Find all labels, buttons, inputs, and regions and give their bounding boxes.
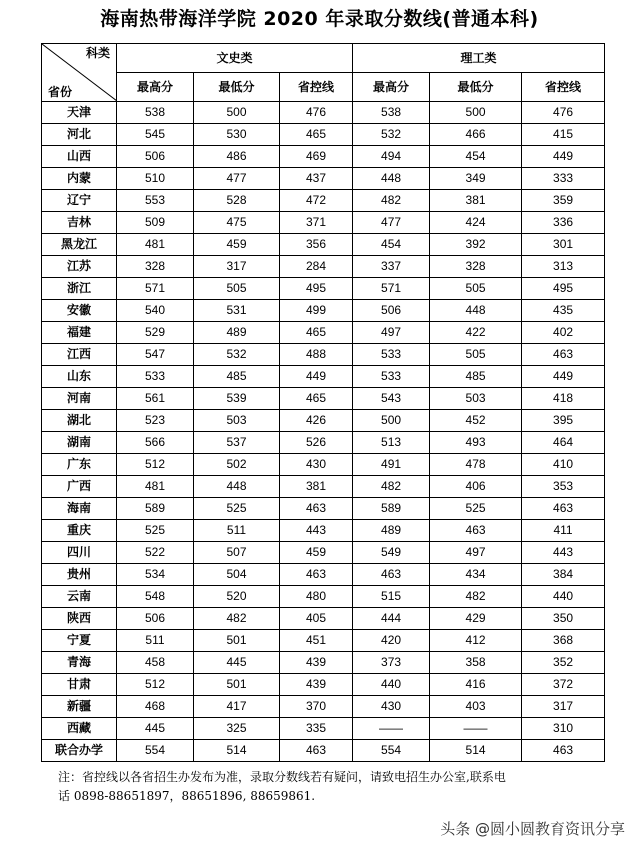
score-cell: 566 <box>117 432 194 454</box>
table-row <box>42 564 605 586</box>
province-cell: 广西 <box>42 476 117 498</box>
score-cell: 412 <box>430 630 522 652</box>
score-cell: 500 <box>194 102 280 124</box>
province-cell: 安徽 <box>42 300 117 322</box>
score-cell: 489 <box>353 520 430 542</box>
score-cell: 499 <box>280 300 353 322</box>
score-cell: 485 <box>194 366 280 388</box>
admission-score-table <box>41 43 605 762</box>
table-row <box>42 740 605 762</box>
footnote-line: 话 0898-88651897，88651896, 88659861. <box>58 789 316 803</box>
table-row <box>42 542 605 564</box>
score-cell: 505 <box>194 278 280 300</box>
table-row <box>42 300 605 322</box>
score-cell: 525 <box>194 498 280 520</box>
score-cell: 500 <box>353 410 430 432</box>
page-title: 海南热带海洋学院 2020 年录取分数线(普通本科) <box>100 8 539 30</box>
score-cell: 477 <box>353 212 430 234</box>
score-cell: 506 <box>353 300 430 322</box>
table-row <box>42 608 605 630</box>
score-cell: 549 <box>353 542 430 564</box>
table-row <box>42 278 605 300</box>
score-cell: 449 <box>522 146 605 168</box>
score-cell: 522 <box>117 542 194 564</box>
score-cell: 571 <box>353 278 430 300</box>
province-cell: 吉林 <box>42 212 117 234</box>
province-cell: 湖南 <box>42 432 117 454</box>
score-cell: 430 <box>353 696 430 718</box>
table-row <box>42 168 605 190</box>
score-cell: —— <box>353 718 430 740</box>
table-row <box>42 146 605 168</box>
score-cell: 406 <box>430 476 522 498</box>
score-cell: 381 <box>430 190 522 212</box>
score-cell: 486 <box>194 146 280 168</box>
score-cell: 515 <box>353 586 430 608</box>
score-cell: 548 <box>117 586 194 608</box>
table-row <box>42 476 605 498</box>
score-cell: 435 <box>522 300 605 322</box>
score-cell: 481 <box>117 234 194 256</box>
corner-label-category: 科类 <box>85 46 110 60</box>
table-row <box>42 652 605 674</box>
score-cell: 463 <box>353 564 430 586</box>
score-cell: 529 <box>117 322 194 344</box>
score-cell: 411 <box>522 520 605 542</box>
table-row <box>42 696 605 718</box>
score-cell: 495 <box>280 278 353 300</box>
province-cell: 内蒙 <box>42 168 117 190</box>
score-cell: 359 <box>522 190 605 212</box>
watermark-text: 头条 @圆小圆教育资讯分享 <box>440 820 625 838</box>
score-cell: 538 <box>117 102 194 124</box>
score-cell: 465 <box>280 124 353 146</box>
score-cell: 372 <box>522 674 605 696</box>
province-cell: 甘肃 <box>42 674 117 696</box>
score-cell: 422 <box>430 322 522 344</box>
score-cell: 505 <box>430 278 522 300</box>
score-cell: 532 <box>353 124 430 146</box>
province-cell: 广东 <box>42 454 117 476</box>
score-cell: 458 <box>117 652 194 674</box>
table-row <box>42 234 605 256</box>
score-cell: 531 <box>194 300 280 322</box>
column-header: 省控线 <box>522 73 605 102</box>
table-row <box>42 630 605 652</box>
score-cell: 356 <box>280 234 353 256</box>
table-row <box>42 190 605 212</box>
table-row <box>42 520 605 542</box>
score-cell: 488 <box>280 344 353 366</box>
score-cell: 509 <box>117 212 194 234</box>
score-cell: 533 <box>353 366 430 388</box>
score-cell: 325 <box>194 718 280 740</box>
score-cell: 537 <box>194 432 280 454</box>
score-cell: 463 <box>280 564 353 586</box>
score-cell: 504 <box>194 564 280 586</box>
score-cell: 353 <box>522 476 605 498</box>
score-cell: 452 <box>430 410 522 432</box>
score-cell: 381 <box>280 476 353 498</box>
score-cell: 505 <box>430 344 522 366</box>
province-cell: 辽宁 <box>42 190 117 212</box>
score-cell: 463 <box>522 344 605 366</box>
score-cell: 415 <box>522 124 605 146</box>
score-cell: 497 <box>430 542 522 564</box>
score-cell: 528 <box>194 190 280 212</box>
province-cell: 新疆 <box>42 696 117 718</box>
table-row <box>42 212 605 234</box>
score-cell: 337 <box>353 256 430 278</box>
province-cell: 四川 <box>42 542 117 564</box>
corner-label-province: 省份 <box>48 85 73 99</box>
score-cell: 491 <box>353 454 430 476</box>
column-header: 最低分 <box>194 73 280 102</box>
table-body <box>42 102 605 762</box>
score-cell: 511 <box>117 630 194 652</box>
score-cell: 538 <box>353 102 430 124</box>
score-cell: 317 <box>194 256 280 278</box>
score-cell: 410 <box>522 454 605 476</box>
province-cell: 天津 <box>42 102 117 124</box>
score-cell: 417 <box>194 696 280 718</box>
table-row <box>42 410 605 432</box>
score-cell: 511 <box>194 520 280 542</box>
score-cell: 416 <box>430 674 522 696</box>
score-cell: 506 <box>117 608 194 630</box>
score-cell: 463 <box>280 740 353 762</box>
province-cell: 江西 <box>42 344 117 366</box>
score-cell: 426 <box>280 410 353 432</box>
score-cell: 526 <box>280 432 353 454</box>
score-cell: 454 <box>353 234 430 256</box>
score-cell: 525 <box>117 520 194 542</box>
score-cell: 464 <box>522 432 605 454</box>
column-header: 省控线 <box>280 73 353 102</box>
score-cell: 472 <box>280 190 353 212</box>
footnote-line: 注：省控线以各省招生办发布为准，录取分数线若有疑问，请致电招生办公室,联系电 <box>58 770 506 784</box>
score-cell: 482 <box>353 190 430 212</box>
score-cell: 497 <box>353 322 430 344</box>
score-cell: 554 <box>353 740 430 762</box>
score-cell: 384 <box>522 564 605 586</box>
province-cell: 西藏 <box>42 718 117 740</box>
score-cell: 503 <box>430 388 522 410</box>
province-cell: 河南 <box>42 388 117 410</box>
province-cell: 青海 <box>42 652 117 674</box>
province-cell: 宁夏 <box>42 630 117 652</box>
score-cell: 482 <box>194 608 280 630</box>
score-cell: 545 <box>117 124 194 146</box>
score-cell: 373 <box>353 652 430 674</box>
score-cell: 533 <box>353 344 430 366</box>
score-cell: 523 <box>117 410 194 432</box>
score-cell: 333 <box>522 168 605 190</box>
score-cell: 403 <box>430 696 522 718</box>
score-cell: 530 <box>194 124 280 146</box>
province-cell: 江苏 <box>42 256 117 278</box>
score-cell: 501 <box>194 630 280 652</box>
table-row <box>42 586 605 608</box>
table-row <box>42 322 605 344</box>
score-cell: 445 <box>117 718 194 740</box>
table-row <box>42 366 605 388</box>
score-cell: 429 <box>430 608 522 630</box>
score-cell: 482 <box>430 586 522 608</box>
province-cell: 云南 <box>42 586 117 608</box>
score-cell: 284 <box>280 256 353 278</box>
province-cell: 浙江 <box>42 278 117 300</box>
score-cell: 534 <box>117 564 194 586</box>
group-header-ligong: 理工类 <box>353 44 605 73</box>
score-cell: 482 <box>353 476 430 498</box>
province-cell: 山西 <box>42 146 117 168</box>
score-cell: 532 <box>194 344 280 366</box>
score-cell: 502 <box>194 454 280 476</box>
score-cell: 507 <box>194 542 280 564</box>
score-cell: 420 <box>353 630 430 652</box>
score-cell: 371 <box>280 212 353 234</box>
province-cell: 山东 <box>42 366 117 388</box>
score-cell: 310 <box>522 718 605 740</box>
score-cell: 506 <box>117 146 194 168</box>
score-cell: 448 <box>194 476 280 498</box>
score-cell: 478 <box>430 454 522 476</box>
province-cell: 联合办学 <box>42 740 117 762</box>
province-cell: 陕西 <box>42 608 117 630</box>
table-row <box>42 256 605 278</box>
score-cell: 328 <box>117 256 194 278</box>
score-cell: 469 <box>280 146 353 168</box>
score-cell: 514 <box>194 740 280 762</box>
score-cell: 468 <box>117 696 194 718</box>
score-cell: 561 <box>117 388 194 410</box>
score-cell: 481 <box>117 476 194 498</box>
score-cell: 449 <box>522 366 605 388</box>
table-row <box>42 498 605 520</box>
score-cell: 514 <box>430 740 522 762</box>
score-cell: 430 <box>280 454 353 476</box>
score-cell: 465 <box>280 322 353 344</box>
score-cell: 424 <box>430 212 522 234</box>
score-cell: —— <box>430 718 522 740</box>
score-cell: 444 <box>353 608 430 630</box>
score-cell: 402 <box>522 322 605 344</box>
score-cell: 328 <box>430 256 522 278</box>
score-cell: 434 <box>430 564 522 586</box>
score-cell: 352 <box>522 652 605 674</box>
score-cell: 395 <box>522 410 605 432</box>
score-cell: 553 <box>117 190 194 212</box>
score-cell: 313 <box>522 256 605 278</box>
score-cell: 493 <box>430 432 522 454</box>
score-cell: 463 <box>522 740 605 762</box>
score-cell: 439 <box>280 674 353 696</box>
score-cell: 301 <box>522 234 605 256</box>
province-cell: 黑龙江 <box>42 234 117 256</box>
score-cell: 439 <box>280 652 353 674</box>
score-cell: 520 <box>194 586 280 608</box>
score-cell: 571 <box>117 278 194 300</box>
province-cell: 河北 <box>42 124 117 146</box>
province-cell: 贵州 <box>42 564 117 586</box>
score-cell: 510 <box>117 168 194 190</box>
score-cell: 512 <box>117 674 194 696</box>
score-cell: 358 <box>430 652 522 674</box>
table-row <box>42 102 605 124</box>
score-cell: 418 <box>522 388 605 410</box>
table-corner-header <box>42 44 117 102</box>
score-cell: 495 <box>522 278 605 300</box>
score-cell: 525 <box>430 498 522 520</box>
score-cell: 443 <box>280 520 353 542</box>
score-cell: 476 <box>522 102 605 124</box>
score-cell: 445 <box>194 652 280 674</box>
score-cell: 454 <box>430 146 522 168</box>
score-cell: 449 <box>280 366 353 388</box>
score-cell: 465 <box>280 388 353 410</box>
score-cell: 463 <box>522 498 605 520</box>
score-cell: 463 <box>430 520 522 542</box>
score-cell: 475 <box>194 212 280 234</box>
score-cell: 513 <box>353 432 430 454</box>
score-cell: 501 <box>194 674 280 696</box>
score-cell: 448 <box>430 300 522 322</box>
score-cell: 477 <box>194 168 280 190</box>
score-cell: 336 <box>522 212 605 234</box>
score-cell: 540 <box>117 300 194 322</box>
score-cell: 533 <box>117 366 194 388</box>
score-cell: 335 <box>280 718 353 740</box>
table-row <box>42 388 605 410</box>
score-cell: 317 <box>522 696 605 718</box>
score-cell: 440 <box>522 586 605 608</box>
score-cell: 459 <box>280 542 353 564</box>
score-cell: 547 <box>117 344 194 366</box>
score-cell: 463 <box>280 498 353 520</box>
table-row <box>42 718 605 740</box>
score-cell: 476 <box>280 102 353 124</box>
score-cell: 554 <box>117 740 194 762</box>
column-header: 最高分 <box>117 73 194 102</box>
table-row <box>42 344 605 366</box>
score-cell: 368 <box>522 630 605 652</box>
province-cell: 福建 <box>42 322 117 344</box>
table-row <box>42 432 605 454</box>
score-cell: 489 <box>194 322 280 344</box>
score-cell: 405 <box>280 608 353 630</box>
column-header: 最高分 <box>353 73 430 102</box>
score-cell: 500 <box>430 102 522 124</box>
score-cell: 459 <box>194 234 280 256</box>
score-cell: 589 <box>353 498 430 520</box>
footnote <box>58 768 598 806</box>
score-cell: 451 <box>280 630 353 652</box>
score-cell: 494 <box>353 146 430 168</box>
score-cell: 543 <box>353 388 430 410</box>
score-cell: 440 <box>353 674 430 696</box>
score-cell: 539 <box>194 388 280 410</box>
score-cell: 512 <box>117 454 194 476</box>
table-row <box>42 124 605 146</box>
table-row <box>42 674 605 696</box>
province-cell: 湖北 <box>42 410 117 432</box>
column-header: 最低分 <box>430 73 522 102</box>
score-cell: 503 <box>194 410 280 432</box>
score-cell: 589 <box>117 498 194 520</box>
province-cell: 重庆 <box>42 520 117 542</box>
score-cell: 443 <box>522 542 605 564</box>
province-cell: 海南 <box>42 498 117 520</box>
table-row <box>42 454 605 476</box>
score-cell: 448 <box>353 168 430 190</box>
score-cell: 466 <box>430 124 522 146</box>
group-header-wenshi: 文史类 <box>117 44 353 73</box>
score-cell: 350 <box>522 608 605 630</box>
score-cell: 480 <box>280 586 353 608</box>
score-cell: 370 <box>280 696 353 718</box>
score-cell: 392 <box>430 234 522 256</box>
score-cell: 437 <box>280 168 353 190</box>
score-cell: 485 <box>430 366 522 388</box>
score-cell: 349 <box>430 168 522 190</box>
